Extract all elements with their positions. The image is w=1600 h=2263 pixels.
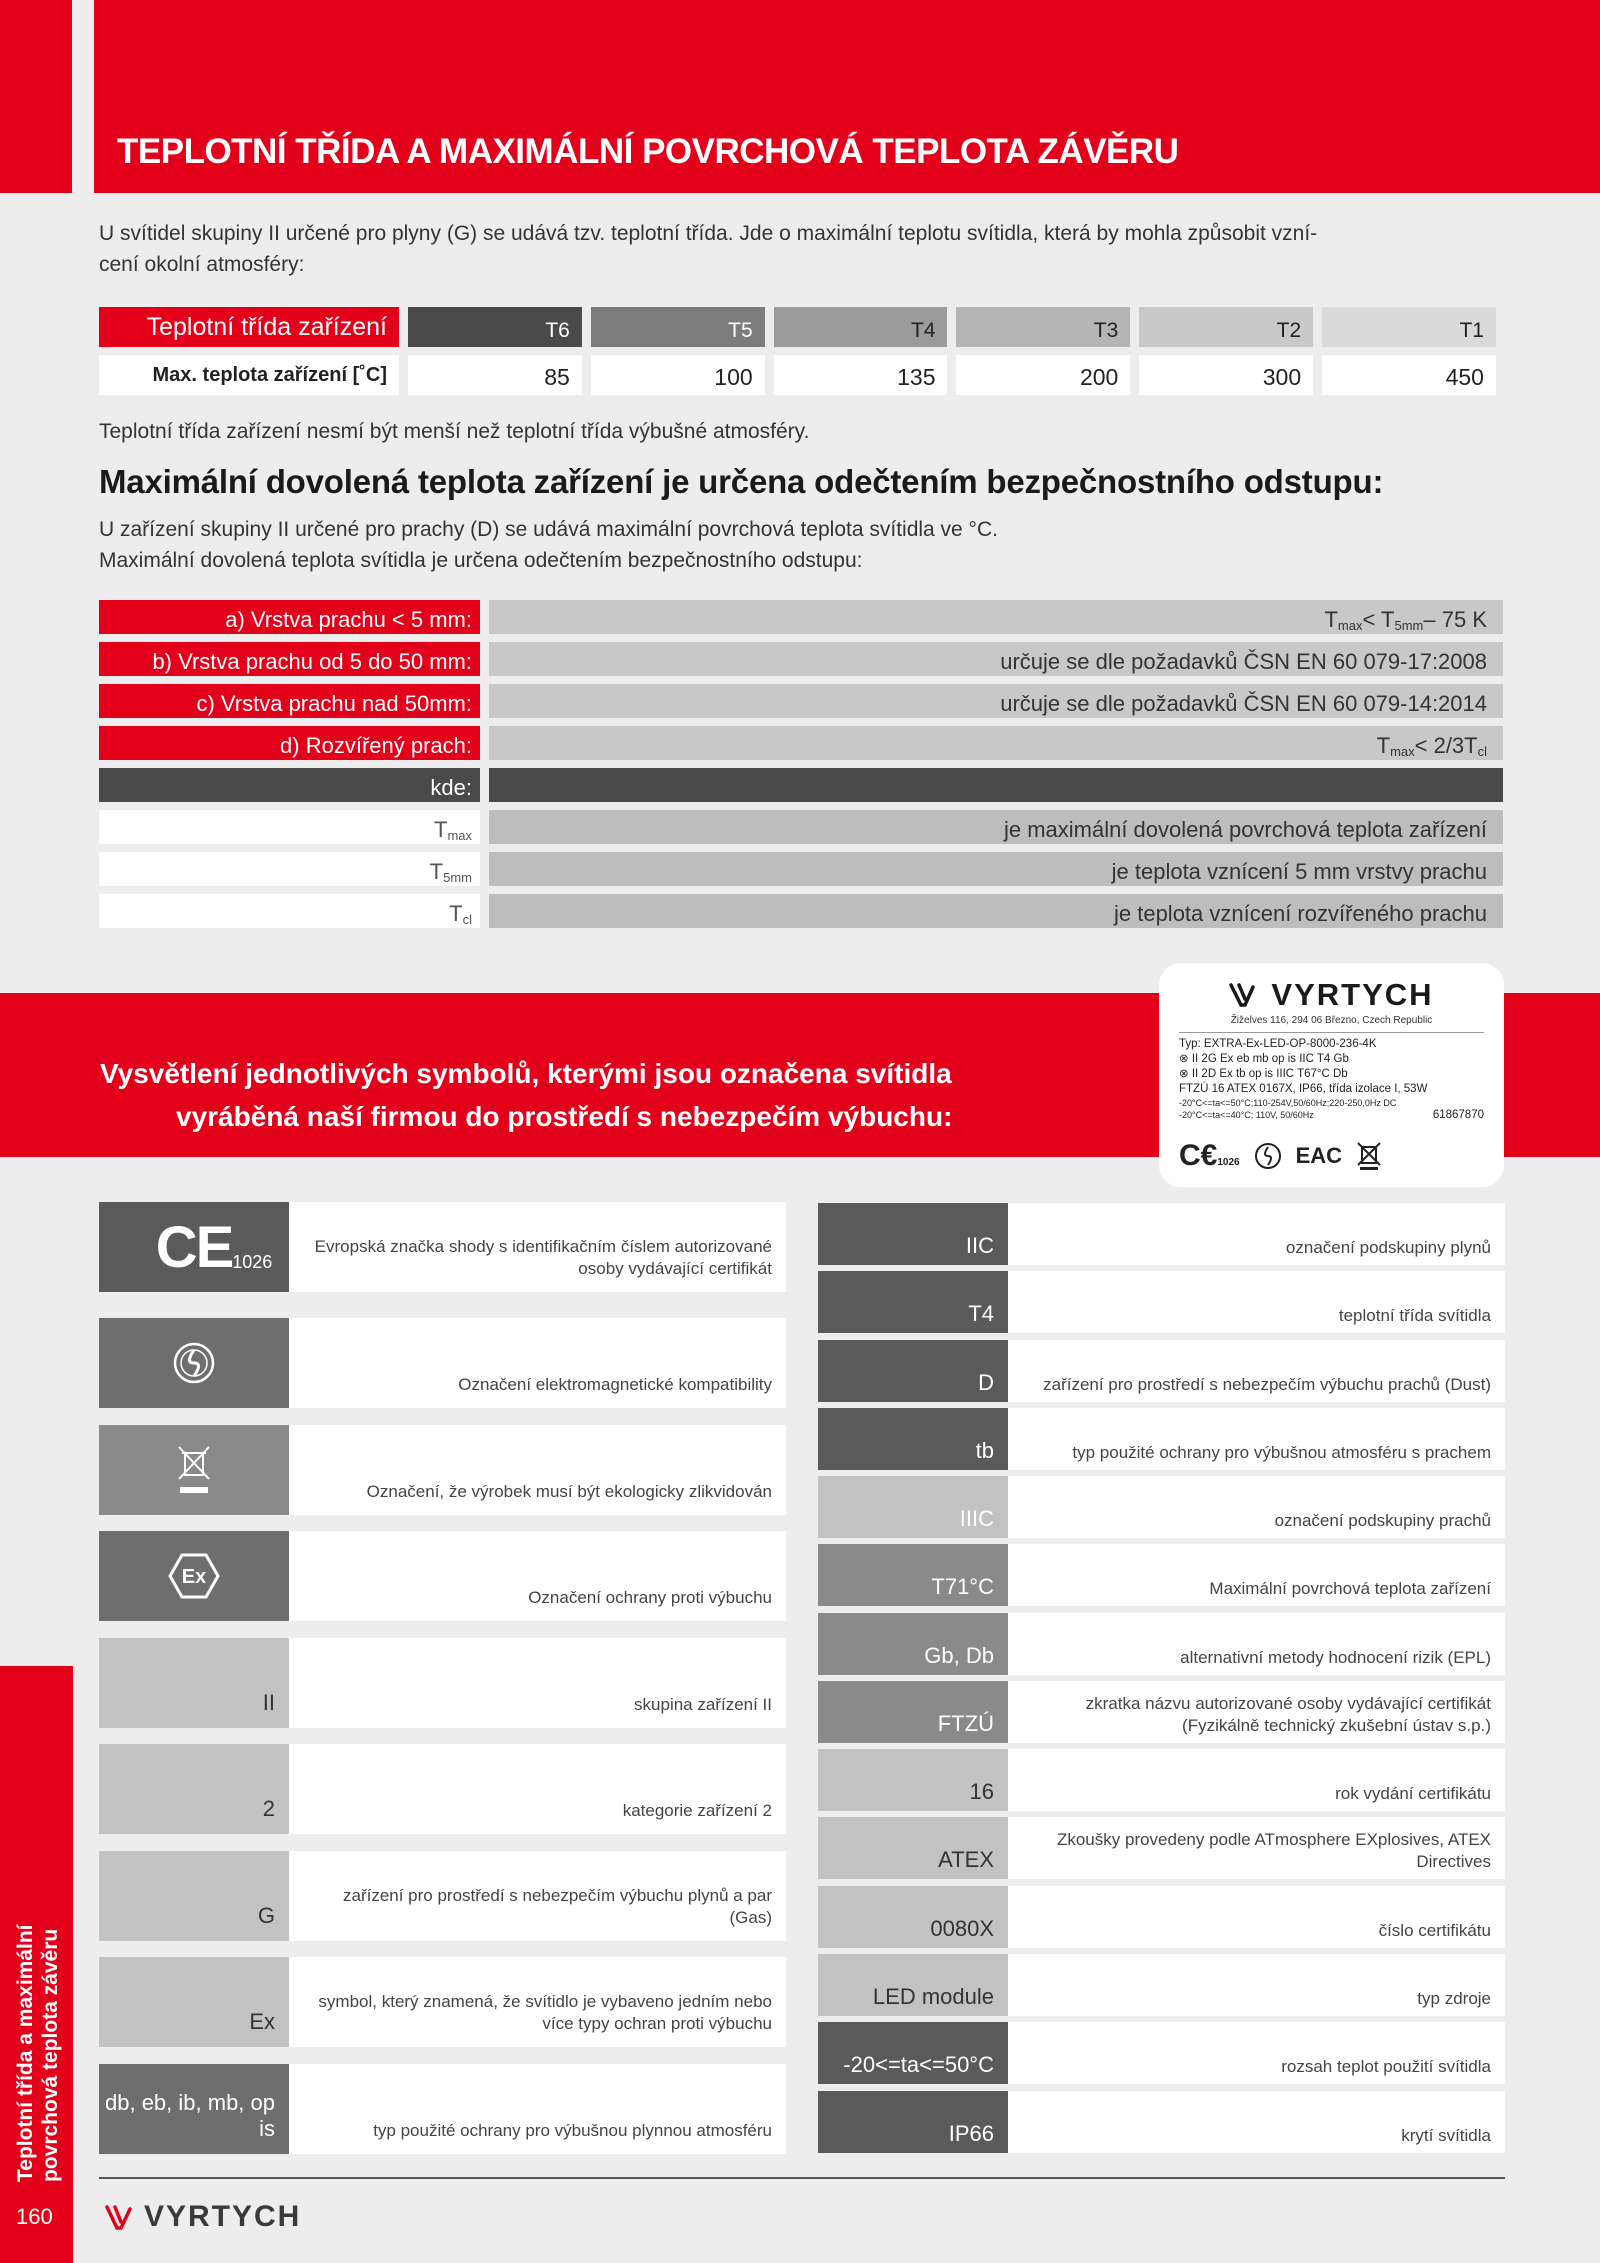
- temp-class-label: Teplotní třída zařízení: [99, 307, 399, 347]
- max-temp-cell: 85: [408, 355, 582, 395]
- side-tab-line: Teplotní třída a maximální: [14, 1924, 37, 2182]
- dust-def-row: [99, 894, 1503, 928]
- formula-part: < 2/3T: [1414, 733, 1478, 758]
- section-paragraph: [99, 514, 998, 576]
- ce-number: 1026: [232, 1251, 273, 1272]
- vyrtych-logo-icon: [1229, 981, 1265, 1009]
- symbol-description: Evropská značka shody s identifikačním číslem autorizované osoby vydávající certifikát: [289, 1202, 786, 1292]
- label-ambient-text: -20°C<=ta<=40°C; 110V, 50/60Hz: [1179, 1110, 1314, 1120]
- formula-sub: cl: [1477, 744, 1487, 759]
- dust-value: je maximální dovolená povrchová teplota zařízení: [489, 810, 1503, 844]
- dust-symbol: [99, 852, 480, 886]
- symbol-box: tb: [818, 1408, 1008, 1470]
- symbol-box: T4: [818, 1271, 1008, 1333]
- symbol-description: typ zdroje: [1008, 1954, 1505, 2016]
- symbol-row: [818, 1271, 1505, 1333]
- symbol-box: IP66: [818, 2091, 1008, 2153]
- symbol-row: [818, 2091, 1505, 2153]
- symbol-row: [99, 1638, 786, 1728]
- max-temp-cell: 100: [591, 355, 765, 395]
- dust-label: a) Vrstva prachu < 5 mm:: [99, 600, 480, 634]
- symbol-box: 16: [818, 1749, 1008, 1811]
- symbol-description: kategorie zařízení 2: [289, 1744, 786, 1834]
- label-address: Žiželves 116, 294 06 Březno, Czech Republic: [1230, 1015, 1433, 1026]
- label-gas-text: II 2G Ex eb mb op is IIC T4 Gb: [1191, 1053, 1349, 1065]
- dust-label: kde:: [99, 768, 480, 802]
- symbol-description: typ použité ochrany pro výbušnou atmosféru s prachem: [1008, 1408, 1505, 1470]
- symbol-description: označení podskupiny prachů: [1008, 1476, 1505, 1538]
- max-temp-cell: 300: [1139, 355, 1313, 395]
- symbol-row: [818, 1681, 1505, 1743]
- symbol-description: rozsah teplot použití svítidla: [1008, 2022, 1505, 2084]
- symbol-row: [818, 1886, 1505, 1948]
- footer-logo: [104, 2200, 301, 2234]
- emc-icon: [172, 1341, 216, 1385]
- header-side-block: [0, 0, 72, 193]
- svg-text:Ex: Ex: [181, 1566, 207, 1588]
- symbol-box: [99, 1531, 289, 1621]
- dust-value: je teplota vznícení 5 mm vrstvy prachu: [489, 852, 1503, 886]
- product-label-card: [1159, 963, 1504, 1187]
- dust-value-empty: [489, 768, 1503, 802]
- symbol-description: typ použité ochrany pro výbušnou plynnou atmosféru: [289, 2064, 786, 2154]
- symbol-row: [818, 1544, 1505, 1606]
- footer-brand-name: VYRTYCH: [144, 2200, 302, 2233]
- dust-value: [489, 726, 1503, 760]
- symbol-row: [99, 2064, 786, 2154]
- label-dust-line: ⊗ II 2D Ex tb op is IIIC T67°C Db: [1179, 1068, 1348, 1080]
- symbol-box: db, eb, ib, mb, op is: [99, 2064, 289, 2154]
- symbol-row: [818, 1954, 1505, 2016]
- symbol-description: Maximální povrchová teplota zařízení: [1008, 1544, 1505, 1606]
- symbol-box: 2: [99, 1744, 289, 1834]
- dust-symbol: [99, 810, 480, 844]
- dust-def-row: [99, 852, 1503, 886]
- dust-row-kde: [99, 768, 1503, 802]
- symbol-box: [99, 1318, 289, 1408]
- dust-def-row: [99, 810, 1503, 844]
- label-type: Typ: EXTRA-Ex-LED-OP-8000-236-4K: [1179, 1038, 1377, 1050]
- weee-bin-icon: [174, 1443, 214, 1497]
- dust-value: je teplota vznícení rozvířeného prachu: [489, 894, 1503, 928]
- label-gas-line: ⊗ II 2G Ex eb mb op is IIC T4 Gb: [1179, 1053, 1349, 1065]
- temp-class-cell: T5: [591, 307, 765, 347]
- symbols-banner-title: vyráběná naší firmou do prostředí s nebezpečím výbuchu:: [176, 1101, 953, 1132]
- vyrtych-logo-icon: [104, 2202, 140, 2232]
- symbol-box: -20<=ta<=50°C: [818, 2022, 1008, 2084]
- temp-class-header-row: [99, 307, 1496, 347]
- max-temp-cell: 135: [774, 355, 948, 395]
- brand-logo: [1179, 977, 1484, 1013]
- symbol-box: Gb, Db: [818, 1613, 1008, 1675]
- formula-part: – 75 K: [1423, 607, 1487, 632]
- symbol-row: [99, 1318, 786, 1408]
- intro-paragraph: [99, 218, 1504, 280]
- symbol-row: [818, 1749, 1505, 1811]
- symbol-description: Zkoušky provedeny podle ATmosphere EXplosives, ATEX Directives: [1008, 1817, 1505, 1879]
- intro-line: U svítidel skupiny II určené pro plyny (G) se udává tzv. teplotní třída. Jde o maximální teplotu svítidla, která by mohla způsobit vzní-: [99, 222, 1318, 245]
- label-dust-text: II 2D Ex tb op is IIIC T67°C Db: [1191, 1068, 1348, 1080]
- symbol-description: Označení elektromagnetické kompatibility: [289, 1318, 786, 1408]
- label-ambient: [1179, 1109, 1484, 1121]
- ce-mark-icon: [1179, 1139, 1240, 1173]
- dust-row-b: [99, 642, 1503, 676]
- symbol-box: 0080X: [818, 1886, 1008, 1948]
- symbol-description: alternativní metody hodnocení rizik (EPL): [1008, 1613, 1505, 1675]
- dust-value: určuje se dle požadavků ČSN EN 60 079-14:2014: [489, 684, 1503, 718]
- symbol-description: zařízení pro prostředí s nebezpečím výbuchu prachů (Dust): [1008, 1340, 1505, 1402]
- formula-sub: max: [1337, 618, 1363, 633]
- section-line: Maximální dovolená teplota svítidla je určena odečtením bezpečnostního odstupu:: [99, 549, 863, 572]
- label-serial: 61867870: [1432, 1109, 1484, 1121]
- dust-value: [489, 600, 1503, 634]
- symbols-banner-title: Vysvětlení jednotlivých symbolů, kterými jsou označena svítidla: [100, 1058, 952, 1089]
- symbol-row: [818, 2022, 1505, 2084]
- symbol-description: krytí svítidla: [1008, 2091, 1505, 2153]
- symbol-box: G: [99, 1851, 289, 1941]
- symbol-description: označení podskupiny plynů: [1008, 1203, 1505, 1265]
- temp-class-cell: T3: [956, 307, 1130, 347]
- symbol-row: [818, 1817, 1505, 1879]
- symbol-description: zařízení pro prostředí s nebezpečím výbuchu plynů a par (Gas): [289, 1851, 786, 1941]
- symbol-row: [99, 1744, 786, 1834]
- symbol-description: symbol, který znamená, že svítidlo je vybaveno jedním nebo více typy ochran proti výbuchu: [289, 1957, 786, 2047]
- section-heading: Maximální dovolená teplota zařízení je určena odečtením bezpečnostního odstupu:: [99, 463, 1384, 500]
- formula-sub: max: [447, 828, 472, 843]
- footer-divider: [99, 2177, 1505, 2179]
- symbol-row: [99, 1425, 786, 1515]
- brand-name: VYRTYCH: [1271, 977, 1434, 1012]
- ce-text: C€: [1179, 1139, 1218, 1172]
- temp-class-cell: T2: [1139, 307, 1313, 347]
- ex-hexagon-icon: [168, 1552, 220, 1600]
- symbol-box: LED module: [818, 1954, 1008, 2016]
- dust-label: b) Vrstva prachu od 5 do 50 mm:: [99, 642, 480, 676]
- weee-bin-icon: [1356, 1141, 1382, 1171]
- symbol-description: rok vydání certifikátu: [1008, 1749, 1505, 1811]
- divider: [1179, 1032, 1484, 1033]
- formula-part: < T: [1362, 607, 1395, 632]
- formula-part: T: [1324, 607, 1338, 632]
- formula-part: T: [1376, 733, 1391, 758]
- dust-symbol: [99, 894, 480, 928]
- formula-sub: 5mm: [1394, 618, 1424, 633]
- symbol-row: [99, 1202, 786, 1292]
- symbol-box: II: [99, 1638, 289, 1728]
- emc-icon: [1254, 1142, 1282, 1170]
- ce-mark-icon: [116, 1214, 273, 1281]
- formula-sub: 5mm: [443, 870, 472, 885]
- dust-value: určuje se dle požadavků ČSN EN 60 079-17:2008: [489, 642, 1503, 676]
- dust-row-c: [99, 684, 1503, 718]
- side-tab-label: [13, 1925, 63, 2183]
- symbol-description: číslo certifikátu: [1008, 1886, 1505, 1948]
- symbol-row: [99, 1851, 786, 1941]
- ce-number: 1026: [1217, 1157, 1240, 1168]
- symbol-row: [818, 1408, 1505, 1470]
- symbol-box: Ex: [99, 1957, 289, 2047]
- dust-label: c) Vrstva prachu nad 50mm:: [99, 684, 480, 718]
- temp-class-cell: T6: [408, 307, 582, 347]
- symbol-box: ATEX: [818, 1817, 1008, 1879]
- max-temp-cell: 450: [1322, 355, 1496, 395]
- page-title: TEPLOTNÍ TŘÍDA A MAXIMÁLNÍ POVRCHOVÁ TEPLOTA ZÁVĚRU: [117, 132, 1179, 171]
- side-tab-line: povrchová teplota závěru: [39, 1928, 62, 2182]
- formula-part: T: [433, 817, 448, 842]
- max-temp-label: Max. teplota zařízení [˚C]: [99, 355, 399, 395]
- page-number: 160: [16, 2204, 53, 2229]
- dust-row-a: [99, 600, 1503, 634]
- symbol-description: skupina zařízení II: [289, 1638, 786, 1728]
- symbol-row: [818, 1613, 1505, 1675]
- max-temp-row: [99, 355, 1496, 395]
- symbol-box: T71°C: [818, 1544, 1008, 1606]
- symbol-box: FTZÚ: [818, 1681, 1008, 1743]
- dust-label: d) Rozvířený prach:: [99, 726, 480, 760]
- symbol-description: teplotní třída svítidla: [1008, 1271, 1505, 1333]
- max-temp-cell: 200: [956, 355, 1130, 395]
- temp-class-cell: T4: [774, 307, 948, 347]
- label-cert: FTZÚ 16 ATEX 0167X, IP66, třída izolace I, 53W: [1179, 1083, 1428, 1095]
- formula-sub: cl: [462, 912, 472, 927]
- symbol-row: [818, 1340, 1505, 1402]
- temp-class-note: Teplotní třída zařízení nesmí být menší než teplotní třída výbušné atmosféry.: [99, 420, 810, 443]
- symbol-description: zkratka názvu autorizované osoby vydávající certifikát (Fyzikálně technický zkušební ústav s.p.): [1008, 1681, 1505, 1743]
- eac-icon: EAC: [1295, 1143, 1343, 1168]
- formula-sub: max: [1390, 744, 1415, 759]
- temp-class-cell: T1: [1322, 307, 1496, 347]
- label-marks: [1179, 1139, 1484, 1173]
- symbol-box: [99, 1202, 289, 1292]
- intro-line: cení okolní atmosféry:: [99, 253, 305, 276]
- symbol-box: [99, 1425, 289, 1515]
- symbol-row: [818, 1476, 1505, 1538]
- symbol-row: [818, 1203, 1505, 1265]
- symbol-box: IIC: [818, 1203, 1008, 1265]
- dust-row-d: [99, 726, 1503, 760]
- symbol-description: Označení ochrany proti výbuchu: [289, 1531, 786, 1621]
- label-ambient: -20°C<=ta<=50°C;110-254V,50/60Hz;220-250,0Hz DC: [1179, 1098, 1397, 1108]
- ce-text: CE: [155, 1214, 233, 1280]
- symbol-box: D: [818, 1340, 1008, 1402]
- formula-part: T: [449, 901, 463, 926]
- symbol-row: [99, 1531, 786, 1621]
- symbol-box: IIIC: [818, 1476, 1008, 1538]
- symbol-description: Označení, že výrobek musí být ekologicky zlikvidován: [289, 1425, 786, 1515]
- section-line: U zařízení skupiny II určené pro prachy (D) se udává maximální povrchová teplota svítidla ve °C.: [99, 518, 998, 541]
- symbol-row: [99, 1957, 786, 2047]
- formula-part: T: [429, 859, 444, 884]
